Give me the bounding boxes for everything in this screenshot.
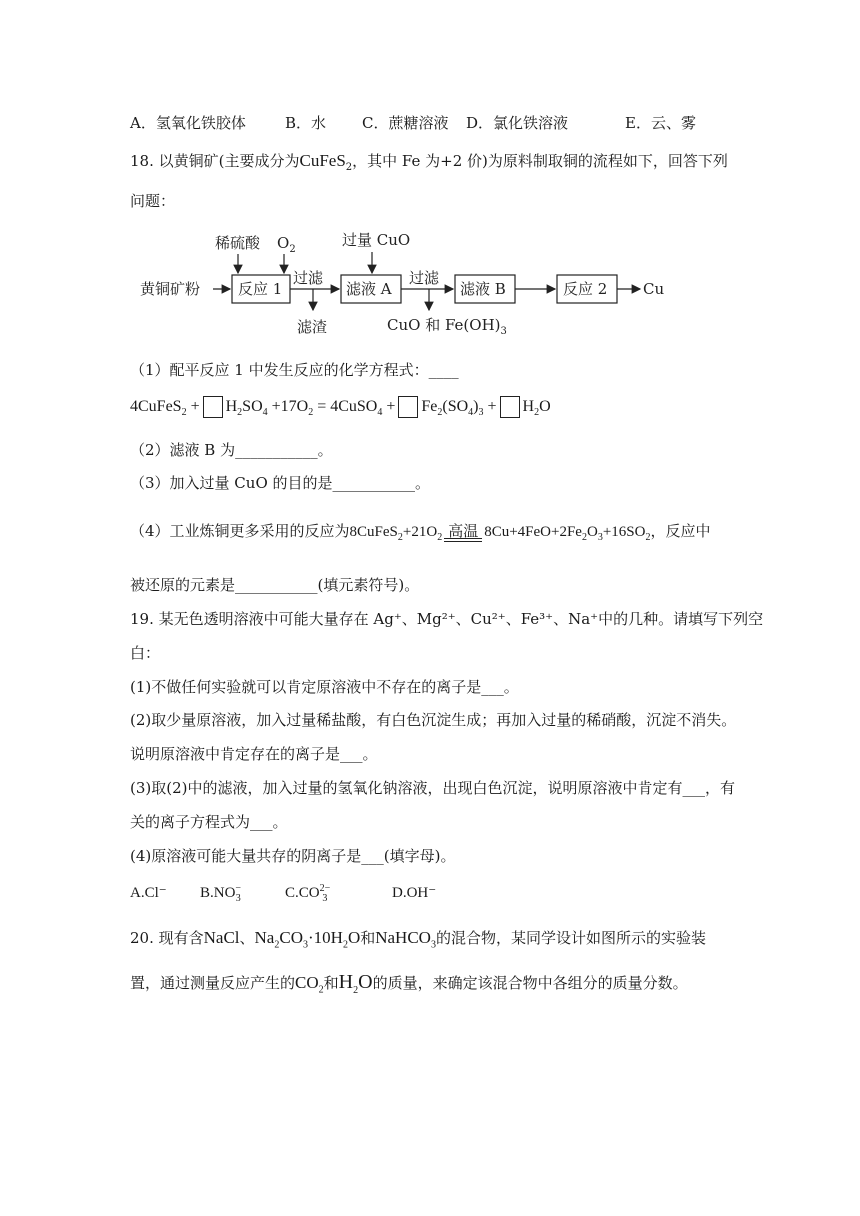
q20-stem-line1: 20. 现有含NaCl、$Na_2CO_3\cdot 10H_2O$和NaHCO$_3$的混合物，某同学设计如图所示的实验装	[130, 928, 706, 951]
reaction-condition: 高温	[448, 522, 479, 540]
q18-sub1: （1）配平反应 1 中发生反应的化学方程式：____	[130, 361, 459, 379]
q19-option-a: A.Cl⁻	[130, 885, 167, 901]
q18-sub4-line2: 被还原的元素是___________(填元素符号)。	[130, 576, 420, 594]
q19-option-b: B.NO − 3	[200, 882, 242, 904]
flow-op-filter1: 过滤	[293, 269, 324, 287]
flow-input-o2: $O_2$	[277, 234, 296, 255]
flow-residue: 滤渣	[297, 318, 328, 336]
q18-equation: 4CuFeS$_2$ + $H_2SO_4 +17O_2$ = 4CuSO$_4$ + $Fe_2(SO_4)_3 + H_2O$	[130, 398, 551, 419]
flow-input-cuo: 过量 CuO	[342, 231, 411, 249]
flow-start: 黄铜矿粉	[140, 280, 201, 298]
q19-option-c: C.CO 2− 3	[285, 882, 331, 904]
blank-box-3[interactable]	[500, 396, 520, 418]
q17-option-a: A．氢氧化铁胶体	[130, 114, 246, 132]
flow-product: Cu	[643, 280, 665, 298]
flow-byproduct: CuO 和 $Fe(OH)_3$	[387, 316, 507, 337]
q18-stem-line2: 问题：	[130, 192, 176, 210]
q19-p3b: 关的离子方程式为___。	[130, 813, 288, 831]
q19-p3a: (3)取(2)中的滤液，加入过量的氢氧化钠溶液，出现白色沉淀，说明原溶液中肯定有___，有	[130, 779, 735, 797]
flow-input-acid: 稀硫酸	[215, 234, 261, 252]
q19-stem-line1: 19. 某无色透明溶液中可能大量存在 Ag⁺、Mg²⁺、Cu²⁺、Fe³⁺、Na⁺中的几种。请填写下列空	[130, 610, 764, 628]
q17-option-e: E．云、雾	[625, 114, 696, 132]
q19-p1: (1)不做任何实验就可以肯定原溶液中不存在的离子是___。	[130, 678, 519, 696]
flow-op-filter2: 过滤	[409, 269, 440, 287]
q18-flow-diagram	[135, 225, 695, 340]
q19-p2a: (2)取少量原溶液，加入过量稀盐酸，有白色沉淀生成；再加入过量的稀硝酸，沉淀不消失。	[130, 711, 737, 729]
svg-text:滤液 B: 滤液 B	[460, 280, 506, 298]
blank-box-1[interactable]	[203, 396, 223, 418]
q18-stem-line1: 18. 以黄铜矿(主要成分为CuFeS$_2$，其中 Fe 为+2 价)为原料制取铜的流程如下，回答下列	[130, 151, 728, 173]
svg-text:反应 2: 反应 2	[563, 280, 608, 298]
q18-sub2: （2）滤液 B 为___________。	[130, 441, 333, 459]
q19-p2b: 说明原溶液中肯定存在的离子是___。	[130, 745, 378, 763]
q19-p4: (4)原溶液可能大量共存的阴离子是___(填字母)。	[130, 847, 456, 865]
blank-box-2[interactable]	[398, 396, 418, 418]
svg-text:反应 1: 反应 1	[238, 280, 283, 298]
q17-option-b: B．水	[285, 114, 327, 132]
q19-option-d: D.OH⁻	[392, 885, 437, 901]
q20-stem-line2: 置，通过测量反应产生的$CO_2$和$H_2O$的质量，来确定该混合物中各组分的质量分数。	[130, 971, 688, 996]
q17-option-d: D．氯化铁溶液	[466, 114, 569, 132]
q18-sub4-line1: （4）工业炼铜更多采用的反应为$8CuFeS_2+21O_2$ 高温 $8Cu+4FeO+2Fe_2O_3+16SO_2$，反应中	[130, 522, 711, 543]
q17-option-c: C．蔗糖溶液	[362, 114, 449, 132]
q19-stem-line2: 白：	[130, 644, 161, 662]
q18-sub3: （3）加入过量 CuO 的目的是___________。	[130, 474, 431, 492]
svg-text:滤液 A: 滤液 A	[346, 280, 392, 298]
